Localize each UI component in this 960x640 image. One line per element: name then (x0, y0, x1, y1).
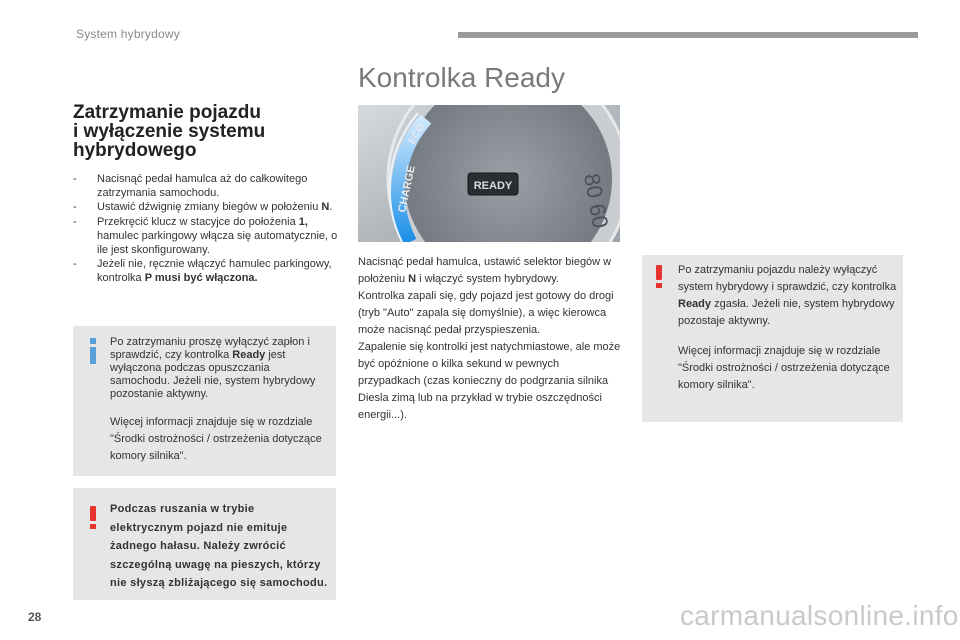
info-paragraph-2: Więcej informacji znajduje się w rozdziale "Środki ostrożności / ostrzeżenia dotyczące komory silnika". (110, 416, 322, 462)
header-rule (458, 32, 918, 38)
ready-description (358, 254, 624, 424)
bullet-dash: - (73, 201, 77, 214)
section-title: System hybrydowy (76, 27, 180, 41)
warning-paragraph-2: Więcej informacji znajduje się w rozdziale "Środki ostrożności / ostrzeżenia dotyczące komory silnika". (678, 345, 890, 391)
list-item (73, 172, 339, 200)
list-item-text: Nacisnąć pedał hamulca aż do całkowitego zatrzymania samochodu. (97, 173, 308, 200)
steps-list (73, 172, 339, 286)
list-item-text: Jeżeli nie, ręcznie włączyć hamulec parkingowy, kontrolka (97, 258, 332, 285)
info-box-text (110, 336, 332, 465)
warning-box-ready (642, 255, 903, 422)
heading-line-2: i wyłączenie systemu (73, 121, 266, 142)
section-heading (73, 103, 339, 160)
description-paragraph-1: Nacisnąć pedał hamulca, ustawić selektor biegów w położeniu N i włączyć system hybrydowy. (358, 256, 612, 285)
list-item-bold: N (321, 201, 330, 214)
watermark: carmanualsonline.info (680, 600, 959, 631)
bullet-dash: - (73, 173, 77, 185)
list-item-text-end: . (329, 201, 333, 214)
warning-paragraph-1: Po zatrzymaniu pojazdu należy wyłączyć system hybrydowy i sprawdzić, czy kontrolka Ready zgasła. Jeżeli nie, system hybrydowy pozostaje aktywny. (678, 264, 897, 327)
list-item (73, 257, 339, 285)
ready-label: Ready (232, 349, 266, 361)
ready-indicator: READY (473, 180, 513, 192)
left-column (73, 103, 339, 286)
bullet-dash: - (73, 215, 77, 228)
list-item-bold: 1, (298, 215, 308, 228)
info-box (73, 326, 336, 476)
list-item-text-end: hamulec parkingowy włącza się automatycznie, o ile jest skonfigurowany. (97, 229, 338, 257)
info-icon (90, 338, 96, 364)
dashboard-photo (358, 105, 620, 242)
warning-box-text: Podczas ruszania w trybie elektrycznym pojazd nie emituje żadnego hałasu. Należy zwrócić szczególną uwagę na pieszych, którzy nie słyszą zbliżającego się samochodu. (110, 503, 328, 589)
list-item (73, 215, 339, 258)
dashboard-illustration (358, 105, 620, 242)
info-paragraph-1: Po zatrzymaniu proszę wyłączyć zapłon i sprawdzić, czy kontrolka Ready jest wyłączona podczas opuszczania samochodu. Jeżeli nie, system hybrydowy pozostanie aktywny. (110, 336, 316, 400)
page-number: 28 (28, 610, 42, 624)
ready-label: Ready (678, 298, 712, 310)
bullet-dash: - (73, 258, 77, 271)
heading-line-3: hybrydowego (73, 140, 197, 161)
speed-digits: 80 60 (579, 171, 614, 231)
warning-box-text (678, 262, 898, 394)
list-item-text: Ustawić dźwignię zmiany biegów w położeniu (97, 201, 322, 214)
eco-label: ECO (406, 122, 427, 147)
warning-icon (656, 265, 662, 288)
heading-line-1: Zatrzymanie pojazdu (73, 102, 261, 123)
description-paragraph-2: Kontrolka zapali się, gdy pojazd jest gotowy do drogi (tryb "Auto" zapala się domyślnie), a więc kierowca może nacisnąć pedał przyspieszenia. (358, 290, 614, 336)
description-paragraph-3: Zapalenie się kontrolki jest natychmiastowe, ale może być opóźnione o kilka sekund w pewnych przypadkach (czas konieczny do podgrzania silnika Diesla zimą lub na przykład w trybie oszczędności energii...). (358, 341, 621, 421)
list-item (73, 200, 339, 214)
list-item-text: Przekręcić klucz w stacyjce do położenia (97, 215, 299, 228)
warning-box-quiet-mode (73, 488, 336, 600)
warning-icon (90, 506, 96, 529)
gear-n-label: N (408, 273, 417, 285)
charge-label: CHARGE (396, 164, 418, 214)
page-title: Kontrolka Ready (358, 62, 566, 93)
list-item-bold: P musi być włączona. (144, 272, 258, 285)
